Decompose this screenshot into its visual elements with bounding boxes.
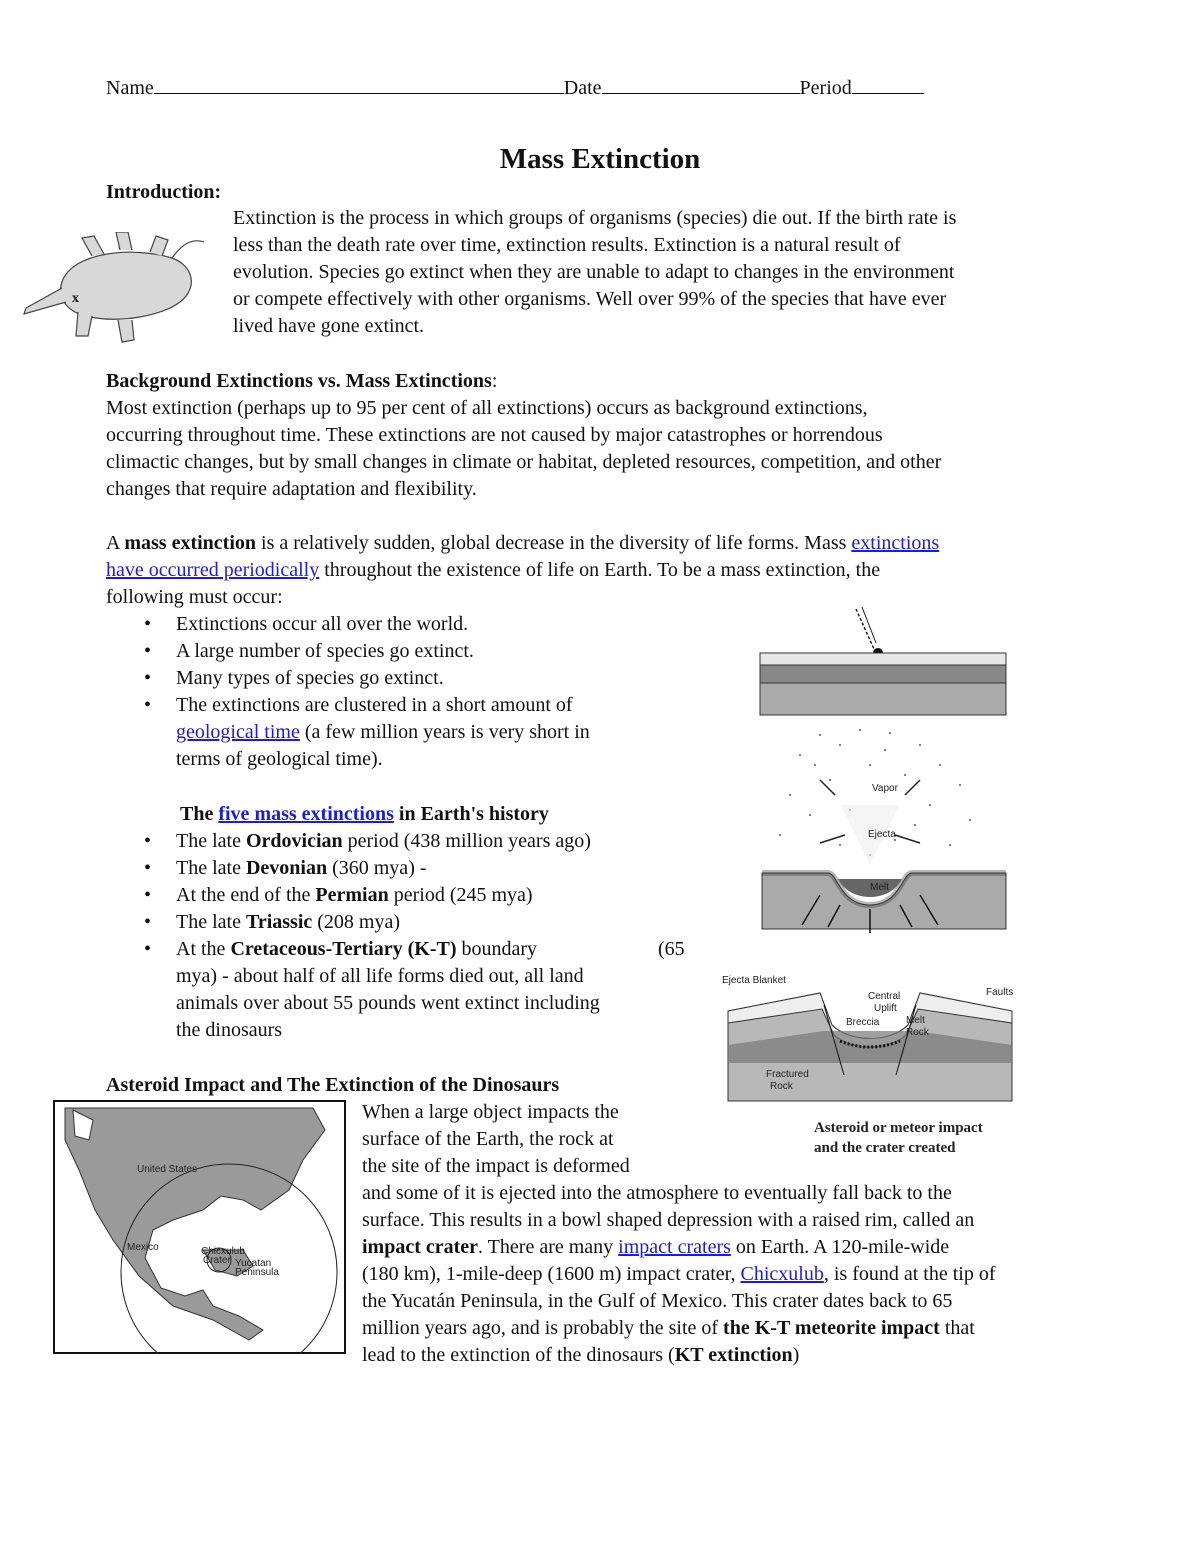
faults-label: Faults [986,987,1014,998]
melt-rock-label-2: Rock [906,1027,929,1038]
map-crater-label-1: Chicxulub [201,1246,245,1257]
background-heading-line [106,368,1126,395]
impact-panel-3 [722,975,1013,1101]
five-extinctions-heading [180,801,549,828]
date-label: Date [563,77,602,99]
asteroid-line: When a large object impacts the [362,1101,619,1123]
map-yucatan-label-1: Yucatan [235,1258,272,1269]
asteroid-line: lead to the extinction of the dinosaurs (KT extinction) [362,1344,800,1366]
five-extinctions-list [106,828,706,1044]
list-item: • The late Triassic (208 mya) [106,909,706,936]
chicxulub-link[interactable]: Chicxulub [740,1263,824,1285]
central-uplift-label-1: Central [868,991,901,1002]
breccia-label: Breccia [846,1017,880,1028]
mass-extinction-section [106,530,1126,611]
name-field[interactable] [154,73,564,94]
period-field[interactable] [852,73,924,94]
ejecta-blanket-label: Ejecta Blanket [722,975,786,986]
map-yucatan-label-2: Peninsula [235,1267,279,1278]
asteroid-line: impact crater. There are many impact craters on Earth. A 120-mile-wide [362,1236,950,1258]
chicxulub-map [53,1100,346,1354]
list-item: • A large number of species go extinct. [106,638,706,665]
intro-line: or compete effectively with other organisms. Well over 99% of the species that have ever [233,288,947,310]
five-text: The [180,803,219,825]
list-item: • Many types of species go extinct. [106,665,706,692]
mass-term: mass extinction [124,532,257,554]
map-mexico-label: Mexico [127,1242,159,1253]
intro-line: Extinction is the process in which groups of organisms (species) die out. If the birth rate is [233,207,957,229]
mass-line-3: following must occur: [106,586,283,608]
crater-caption-line: Asteroid or meteor impact [814,1120,983,1136]
crater-caption [814,1118,983,1158]
central-uplift-label-2: Uplift [874,1003,897,1014]
asteroid-line: the site of the impact is deformed [362,1155,630,1177]
header-fields [106,73,966,102]
impact-crater-diagram [720,605,1020,1105]
kt-date: (65 [658,938,685,960]
map-crater-label-2: Crater [203,1255,231,1266]
map-us-label: United States [137,1164,198,1175]
intro-line: less than the death rate over time, extinction results. Extinction is a natural result of [233,234,901,256]
fractured-rock-label-2: Rock [770,1081,793,1092]
asteroid-line: surface. This results in a bowl shaped depression with a raised rim, called an [362,1209,975,1231]
list-item: • Extinctions occur all over the world. [106,611,706,638]
list-item-text: The extinctions are clustered in a short amount of [176,694,573,716]
mass-line-1 [106,530,1126,557]
background-line: climactic changes, but by small changes in climate or habitat, depleted resources, competition, and other [106,451,942,473]
mass-text: throughout the existence of life on Earth. To be a mass extinction, the [319,559,881,581]
melt-rock-label-1: Melt [906,1015,925,1026]
background-colon: : [491,370,498,392]
impact-panel-2 [762,729,1006,933]
fractured-rock-label-1: Fractured [766,1069,809,1080]
intro-image-mark: x [72,291,79,306]
criteria-list [106,611,706,773]
mass-text: A [106,532,125,554]
asteroid-heading: Asteroid Impact and The Extinction of the Dinosaurs [106,1074,560,1096]
asteroid-line: (180 km), 1-mile-deep (1600 m) impact crater, Chicxulub, is found at the tip of [362,1263,996,1285]
background-heading: Background Extinctions vs. Mass Extinctions [106,370,492,392]
background-line: occurring throughout time. These extinctions are not caused by major catastrophes or horrendous [106,424,883,446]
asteroid-line: surface of the Earth, the rock at [362,1128,614,1150]
background-section [106,368,1126,503]
asteroid-paragraph [362,1180,1152,1369]
impact-craters-link[interactable]: impact craters [618,1236,731,1258]
asteroid-line: the Yucatán Peninsula, in the Gulf of Mexico. This crater dates back to 65 [362,1290,953,1312]
asteroid-line: and some of it is ejected into the atmosphere to eventually fall back to the [362,1182,952,1204]
list-item [106,692,706,773]
list-item: • At the Cretaceous-Tertiary (K-T) boundary (65 mya) - about half of all life forms died out, all land animals over about 55 pounds went extinct including the dinosaurs [106,936,706,1044]
impact-panel-1 [760,607,1006,715]
background-line: changes that require adaptation and flexibility. [106,478,477,500]
date-field[interactable] [602,73,800,94]
period-label: Period [799,77,852,99]
asteroid-short-lines [362,1099,692,1180]
name-label: Name [106,77,154,99]
list-item-text: (a few million years is very short in [299,721,590,743]
extinctions-link[interactable]: extinctions [851,532,940,554]
intro-paragraph [233,205,1133,340]
page-title: Mass Extinction [499,143,701,175]
list-item: • At the end of the Permian period (245 mya) [106,882,706,909]
melt-label: Melt [870,882,889,893]
intro-line: evolution. Species go extinct when they are unable to adapt to changes in the environment [233,261,955,283]
list-item-text: terms of geological time). [176,748,383,770]
ejecta-label: Ejecta [868,829,896,840]
five-text: in Earth's history [393,803,549,825]
list-item: • The late Devonian (360 mya) - [106,855,706,882]
intro-line: lived have gone extinct. [233,315,425,337]
periodically-link[interactable]: have occurred periodically [106,559,320,581]
five-mass-extinctions-link[interactable]: five mass extinctions [218,803,394,825]
list-item: • The late Ordovician period (438 million years ago) [106,828,706,855]
impact-crater-term: impact crater [362,1236,479,1258]
asteroid-line: million years ago, and is probably the site of the K-T meteorite impact that [362,1317,975,1339]
mass-line-2 [106,557,1126,584]
geological-time-link[interactable]: geological time [176,721,300,743]
crater-caption-line: and the crater created [814,1140,956,1156]
extinct-animal-illustration [22,232,206,344]
mass-text: is a relatively sudden, global decrease in the diversity of life forms. Mass [256,532,852,554]
background-line: Most extinction (perhaps up to 95 per cent of all extinctions) occurs as background extinctions, [106,397,868,419]
intro-heading: Introduction: [106,181,222,203]
vapor-label: Vapor [872,783,898,794]
